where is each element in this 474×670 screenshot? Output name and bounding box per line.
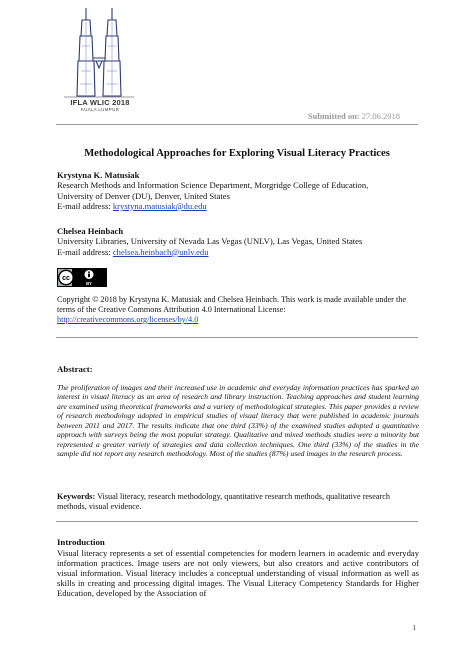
introduction-body: Visual literacy represents a set of essential competencies for modern learners in academic and everyday information practices. Image users are not only viewers, but also creators and active contributors of visual information. Visual literacy includes a conceptual understanding of visual information as well as skills in creating and processing digital images. The Visual Literacy Competency Standards for Higher Education, developed by the Association of: [57, 548, 419, 599]
creative-commons-by-icon[interactable]: [57, 268, 107, 287]
author-email-link[interactable]: krystyna.matusiak@du.edu: [112, 200, 207, 211]
cc-badge-text: cc: [62, 275, 70, 283]
author-affiliation: University Libraries, University of Nevada Las Vegas (UNLV), Las Vegas, United States: [57, 236, 363, 247]
author-email-line: [57, 247, 419, 257]
section-divider: [56, 521, 418, 522]
license-link[interactable]: http://creativecommons.org/licenses/by/4.0: [57, 315, 199, 324]
author-block-2: [57, 226, 419, 257]
section-divider: [56, 337, 418, 338]
author-email-line: [57, 201, 419, 211]
keywords-text: Visual literacy, research methodology, quantitative research methods, qualitative research methods, visual evidence.: [57, 492, 390, 511]
author-affiliation: Research Methods and Information Science Department, Morgridge College of Education,: [57, 180, 369, 191]
author-name: Chelsea Heinbach: [57, 226, 124, 236]
submitted-label: Submitted on:: [307, 111, 360, 121]
email-label: E-mail address:: [57, 246, 111, 257]
copyright-text: Copyright © 2018 by Krystyna K. Matusiak and Chelsea Heinbach. This work is made available under the terms of the Creative Commons Attribution 4.0 International License:: [57, 295, 406, 314]
copyright-notice: [57, 295, 419, 325]
logo-text: IFLA WLIC 2018: [70, 98, 130, 107]
paper-title: Methodological Approaches for Exploring Visual Literacy Practices: [84, 148, 390, 159]
header-divider: [56, 124, 418, 125]
email-label: E-mail address:: [57, 200, 111, 211]
abstract-heading: Abstract:: [57, 364, 93, 374]
author-email-link[interactable]: chelsea.heinbach@unlv.edu: [112, 246, 209, 257]
abstract-body: The proliferation of images and their increased use in academic and everyday information practices has sparked an interest in visual literacy as an area of research and library instruction. Teaching approaches and student learning are examined using theoretical frameworks and a variety of methodological strategies. This paper provides a review of research methodology adopted in empirical studies of visual literacy that were published in academic journals between 2011 and 2017. The results indicate that one third (33%) of the examined studies adopted a quantitative approach with surveys being the most popular strategy. Qualitative and mixed methods studies were a minority but represented a greater variety of strategies and data collection techniques. One third (33%) of the studies in the sample did not report any research methodology. Most of the studies (87%) used images in the research process.: [57, 383, 419, 459]
page-number: 1: [412, 624, 416, 632]
submission-date: [308, 111, 400, 121]
author-block-1: [57, 170, 419, 211]
conference-logo-icon: [60, 6, 138, 112]
introduction-heading: Introduction: [57, 537, 105, 547]
by-badge-text: BY: [86, 281, 92, 286]
keywords-label: Keywords:: [57, 492, 96, 501]
author-affiliation: University of Denver (DU), Denver, United States: [57, 190, 230, 201]
logo-subtitle: KUALA LUMPUR: [80, 107, 120, 112]
author-name: Krystyna K. Matusiak: [57, 170, 140, 180]
keywords: [57, 492, 419, 512]
submitted-date-value: 27.06.2018: [361, 111, 400, 121]
